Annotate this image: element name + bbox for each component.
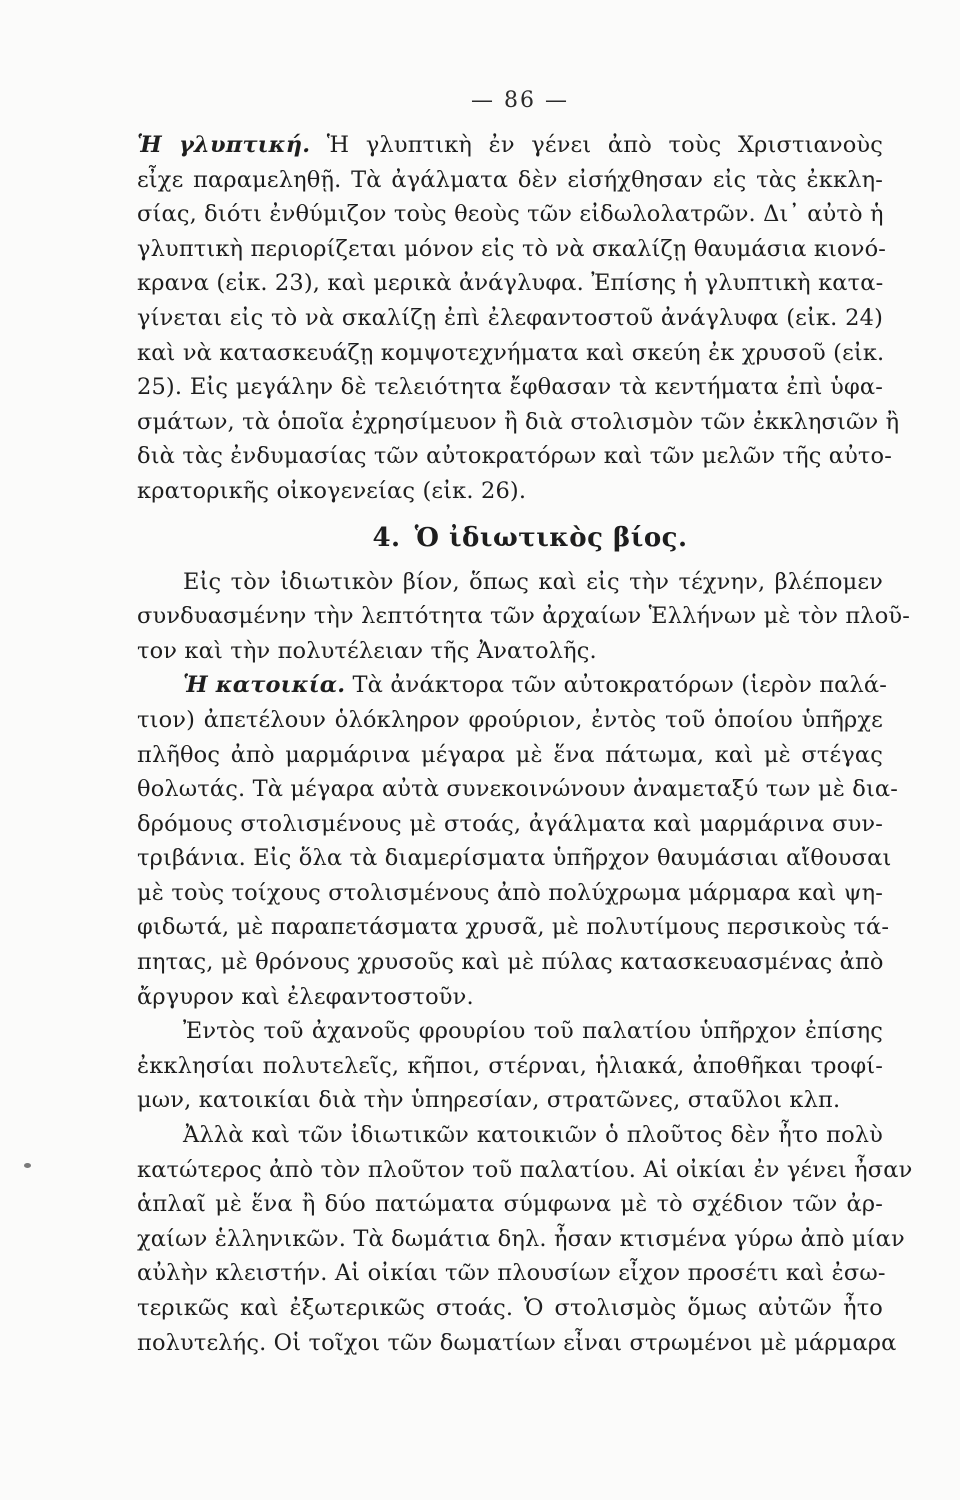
line-text: σίας, διότι ἐνθύμιζον τοὺς θεοὺς τῶν εἰδωλολατρῶν. Δι᾿ αὐτὸ ἡ (137, 201, 884, 228)
text-line (137, 1014, 883, 1049)
text-line (137, 1083, 883, 1118)
text-line (137, 1049, 883, 1084)
line-text: θολωτάς. Τὰ μέγαρα αὐτὰ συνεκοινώνουν ἀναμεταξύ των μὲ δια- (137, 776, 899, 803)
line-text: δρόμους στολισμένους μὲ στοάς, ἀγάλματα καὶ μαρμάρινα συν- (137, 810, 883, 837)
line-text: πολυτελής. Οἱ τοῖχοι τῶν δωματίων εἶναι στρωμένοι μὲ μάρμαρα (137, 1329, 897, 1356)
text-line (137, 1256, 886, 1291)
line-text: κρανα (εἰκ. 23), καὶ μερικὰ ἀνάγλυφα. Ἐπίσης ἡ γλυπτικὴ κατα- (137, 270, 884, 297)
line-text: χαίων ἑλληνικῶν. Τὰ δωμάτια δηλ. ἦσαν κτισμένα γύρω ἀπὸ μίαν (137, 1225, 905, 1252)
line-text: ἁπλαῖ μὲ ἕνα ἢ δύο πατώματα σύμφωνα μὲ τὸ σχέδιον τῶν ἀρ- (137, 1191, 883, 1218)
text-line (137, 197, 883, 232)
text-line (137, 1187, 883, 1222)
line-text: γίνεται εἰς τὸ νὰ σκαλίζῃ ἐπὶ ἐλεφαντοστοῦ ἀνάγλυφα (εἰκ. 24) (137, 304, 883, 331)
text-line (137, 703, 883, 738)
text-line (137, 634, 883, 669)
line-text: εἶχε παραμεληθῇ. Τὰ ἀγάλματα δὲν εἰσήχθησαν εἰς τὰς ἐκκλη- (137, 166, 883, 193)
line-text: αὐλὴν κλειστήν. Αἱ οἰκίαι τῶν πλουσίων εἶχον προσέτι καὶ ἐσω- (137, 1260, 886, 1287)
line-text: πλῆθος ἀπὸ μαρμάρινα μέγαρα μὲ ἕνα πάτωμα, καὶ μὲ στέγας (137, 741, 883, 768)
line-text: Ἡ γλυπτικὴ ἐν γένει ἀπὸ τοὺς Χριστιανοὺς (310, 132, 883, 158)
line-text: μων, κατοικίαι διὰ τὴν ὑπηρεσίαν, στρατῶνες, σταῦλοι κλπ. (137, 1087, 841, 1114)
line-text: 25). Εἰς μεγάλην δὲ τελειότητα ἔφθασαν τὰ κεντήματα ἐπὶ ὑφα- (137, 374, 883, 401)
line-text: ἄργυρον καὶ ἐλεφαντοστοῦν. (137, 983, 474, 1010)
text-line (137, 1326, 897, 1361)
line-text: Ἐντὸς τοῦ ἀχανοῦς φρουρίου τοῦ παλατίου ὑπῆρχον ἐπίσης (183, 1018, 883, 1045)
body-text (137, 128, 913, 1360)
text-line (137, 1291, 883, 1326)
text-line (137, 128, 883, 163)
text-line (137, 1153, 913, 1188)
text-line (137, 738, 883, 773)
paragraph-lead: Ἡ γλυπτική. (137, 132, 311, 158)
section-number: 4. (372, 522, 401, 553)
line-text: Τὰ ἀνάκτορα τῶν αὐτοκρατόρων (ἱερὸν παλά- (345, 672, 887, 699)
text-line (137, 336, 883, 371)
paragraph-lead: Ἡ κατοικία. (183, 672, 346, 699)
line-text: γλυπτικὴ περιορίζεται μόνον εἰς τὸ νὰ σκαλίζῃ θαυμάσια κιονό- (137, 235, 887, 262)
line-text: ἐκκλησίαι πολυτελεῖς, κῆποι, στέρναι, ἡλιακά, ἀποθῆκαι τροφί- (137, 1052, 883, 1079)
line-text: φιδωτά, μὲ παραπετάσματα χρυσᾶ, μὲ πολυτίμους περσικοὺς τά- (137, 914, 890, 941)
line-text: τον καὶ τὴν πολυτέλειαν τῆς Ἀνατολῆς. (137, 637, 597, 664)
line-text: κατώτερος ἀπὸ τὸν πλοῦτον τοῦ παλατίου. Αἱ οἰκίαι ἐν γένει ἦσαν (137, 1156, 913, 1183)
line-text: τριβάνια. Εἰς ὅλα τὰ διαμερίσματα ὑπῆρχον θαυμάσιαι αἴθουσαι (137, 845, 892, 872)
page-number: — 86 — (471, 88, 569, 113)
text-line (137, 301, 883, 336)
text-line (137, 841, 892, 876)
text-line (137, 807, 883, 842)
line-text: συνδυασμένην τὴν λεπτότητα τῶν ἀρχαίων Ἑλλήνων μὲ τὸν πλοῦ- (137, 603, 910, 630)
text-line (137, 876, 883, 911)
section-title: Ὁ ἰδιωτικὸς βίος. (414, 522, 688, 553)
text-line (137, 474, 883, 509)
text-line (137, 910, 890, 945)
line-text: Εἰς τὸν ἰδιωτικὸν βίον, ὅπως καὶ εἰς τὴν τέχνην, βλέπομεν (183, 568, 883, 595)
line-text: σμάτων, τὰ ὁποῖα ἐχρησίμευον ἢ διὰ στολισμὸν τῶν ἐκκλησιῶν ἢ (137, 408, 900, 435)
line-text: κρατορικῆς οἰκογενείας (εἰκ. 26). (137, 477, 527, 504)
line-text: τερικῶς καὶ ἐξωτερικῶς στοάς. Ὁ στολισμὸς ὅμως αὐτῶν ἦτο (137, 1295, 883, 1321)
text-line (137, 945, 883, 980)
print-speck (24, 1163, 31, 1168)
text-line (137, 232, 887, 267)
line-text: Ἀλλὰ καὶ τῶν ἰδιωτικῶν κατοικιῶν ὁ πλοῦτος δὲν ἦτο πολὺ (183, 1122, 883, 1149)
line-text: τιον) ἀπετέλουν ὁλόκληρον φρούριον, ἐντὸς τοῦ ὁποίου ὑπῆρχε (137, 706, 883, 733)
text-line (137, 439, 892, 474)
line-text: διὰ τὰς ἐνδυμασίας τῶν αὐτοκρατόρων καὶ τῶν μελῶν τῆς αὐτο- (137, 443, 892, 470)
text-line (137, 772, 899, 807)
line-text: καὶ νὰ κατασκευάζῃ κομψοτεχνήματα καὶ σκεύη ἐκ χρυσοῦ (εἰκ. (137, 339, 885, 366)
text-line (137, 370, 883, 405)
text-line (137, 565, 883, 600)
text-line (137, 1222, 905, 1257)
text-line (137, 1118, 883, 1153)
text-line (137, 599, 910, 634)
text-line (137, 266, 883, 301)
text-line (137, 668, 887, 703)
text-line (137, 405, 900, 440)
section-heading (177, 509, 883, 565)
line-text: πητας, μὲ θρόνους χρυσοῦς καὶ μὲ πύλας κατασκευασμένας ἀπὸ (137, 949, 884, 976)
text-line (137, 163, 883, 198)
text-line (137, 980, 883, 1015)
line-text: μὲ τοὺς τοίχους στολισμένους ἀπὸ πολύχρωμα μάρμαρα καὶ ψη- (137, 879, 883, 906)
